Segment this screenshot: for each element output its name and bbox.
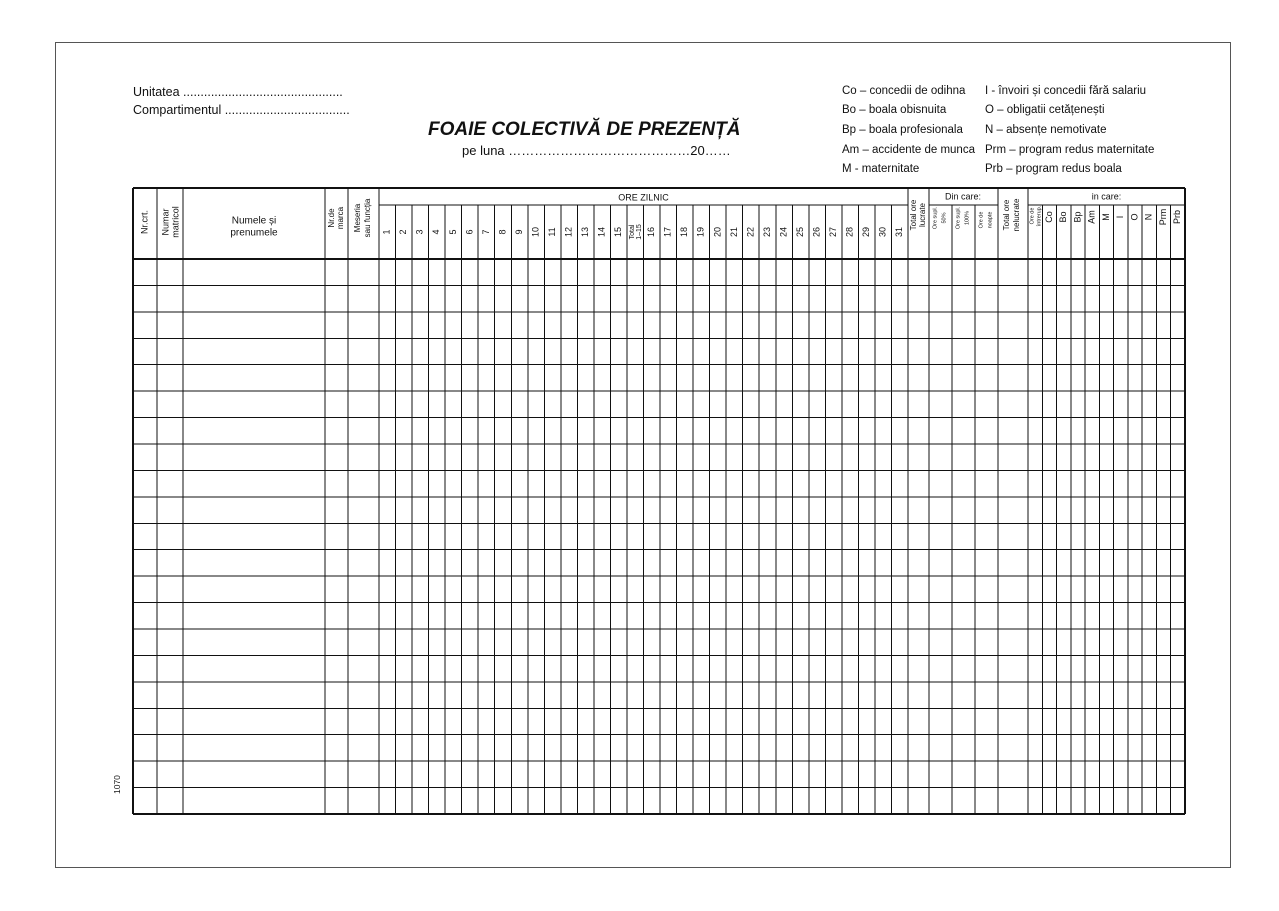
- header-day-25: 25: [794, 226, 805, 238]
- header-day-24: 24: [778, 226, 789, 238]
- header-code-prm: Prm: [1157, 208, 1168, 226]
- form-subtitle: pe luna ……………………………………20……: [462, 143, 731, 158]
- header-100: 100%: [964, 210, 971, 226]
- header-total-1-15-range: 1–15: [636, 224, 644, 240]
- header-total-1-15: Total: [629, 224, 637, 240]
- header-day-13: 13: [580, 226, 591, 238]
- header-day-3: 3: [414, 229, 425, 235]
- header-ore-de-noapte: Ore de: [978, 211, 985, 229]
- header-day-22: 22: [745, 226, 756, 238]
- legend-i: I - învoiri și concedii fără salariu: [985, 85, 1147, 97]
- header-day-11: 11: [546, 227, 557, 237]
- header-day-7: 7: [480, 229, 491, 235]
- header-code-co: Co: [1043, 211, 1054, 223]
- header-ore-supl-100: Ore supl.: [955, 206, 962, 230]
- form-title: FOAIE COLECTIVĂ DE PREZENȚĂ: [428, 119, 741, 140]
- header-day-2: 2: [398, 229, 409, 235]
- header-day-12: 12: [563, 226, 574, 238]
- header-day-21: 21: [728, 226, 739, 238]
- header-day-4: 4: [431, 229, 442, 235]
- header-day-20: 20: [712, 226, 723, 238]
- header-code-m: M: [1100, 213, 1111, 221]
- header-nr-crt: Nr.crt.: [139, 210, 150, 234]
- legend-n: N – absențe nemotivate: [985, 124, 1107, 136]
- header-code-prb: Prb: [1172, 209, 1183, 225]
- legend-co: Co – concedii de odihna: [842, 85, 966, 97]
- form-code: 1070: [112, 775, 122, 794]
- header-din-care: Din care:: [944, 191, 982, 202]
- header-day-27: 27: [827, 226, 838, 238]
- header-day-15: 15: [613, 226, 624, 238]
- header-numele: Numele și: [231, 215, 277, 227]
- header-lucrate: lucrate: [918, 202, 928, 228]
- header-day-9: 9: [513, 229, 524, 235]
- header-nr-de: Nr.de: [327, 208, 337, 228]
- header-ore-supl-50: Ore supl.: [932, 206, 939, 230]
- header-in-care: in care:: [1091, 191, 1122, 202]
- header-matricol: matricol: [170, 206, 181, 238]
- header-50: 50%: [941, 212, 948, 224]
- header-day-18: 18: [679, 226, 690, 238]
- header-meseria: Meseria: [353, 203, 363, 233]
- header-day-31: 31: [894, 226, 905, 238]
- legend-prm: Prm – program redus maternitate: [985, 144, 1155, 156]
- header-sau-functia: sau funcția: [363, 198, 373, 238]
- header-day-23: 23: [761, 226, 772, 238]
- legend-m: M - maternitate: [842, 163, 920, 175]
- header-day-17: 17: [662, 226, 673, 238]
- header-marca: marca: [336, 206, 346, 230]
- header-code-bp: Bp: [1072, 211, 1083, 223]
- legend-prb: Prb – program redus boala: [985, 163, 1122, 175]
- header-total-ore: Total ore: [909, 199, 919, 231]
- header-code-i: I: [1115, 215, 1126, 219]
- header-code-o: O: [1129, 213, 1140, 221]
- header-day-1: 1: [381, 229, 392, 235]
- legend-bp: Bp – boala profesionala: [842, 124, 963, 136]
- header-day-6: 6: [464, 229, 475, 235]
- header-day-28: 28: [844, 226, 855, 238]
- header-day-29: 29: [861, 226, 872, 238]
- header-intrerup: întrerup.: [1036, 205, 1043, 227]
- header-day-14: 14: [596, 226, 607, 238]
- header-prenumele: prenumele: [230, 227, 278, 239]
- header-code-n: N: [1143, 213, 1154, 221]
- header-ore-de-intrerup: Ore de: [1029, 207, 1036, 225]
- unitatea-label: Unitatea ..............................................: [133, 85, 343, 99]
- header-noapte: noapte: [987, 211, 994, 229]
- header-ore-zilnic: ORE ZILNIC: [618, 192, 669, 203]
- header-total-ore-nelucrate: Total ore: [1002, 199, 1012, 231]
- header-day-8: 8: [497, 229, 508, 235]
- header-day-26: 26: [811, 226, 822, 238]
- header-day-10: 10: [530, 226, 541, 238]
- header-day-16: 16: [646, 226, 657, 238]
- header-numar: Numar: [160, 208, 171, 236]
- legend-o: O – obligatii cetățenești: [985, 104, 1105, 116]
- header-day-30: 30: [877, 226, 888, 238]
- compartimentul-label: Compartimentul ....................................: [133, 103, 350, 117]
- header-day-19: 19: [695, 226, 706, 238]
- legend-bo: Bo – boala obisnuita: [842, 104, 947, 116]
- header-nelucrate: nelucrate: [1012, 198, 1022, 232]
- header-day-5: 5: [447, 229, 458, 235]
- legend-am: Am – accidente de munca: [842, 144, 975, 156]
- header-code-bo: Bo: [1058, 211, 1069, 223]
- header-code-am: Am: [1086, 210, 1097, 224]
